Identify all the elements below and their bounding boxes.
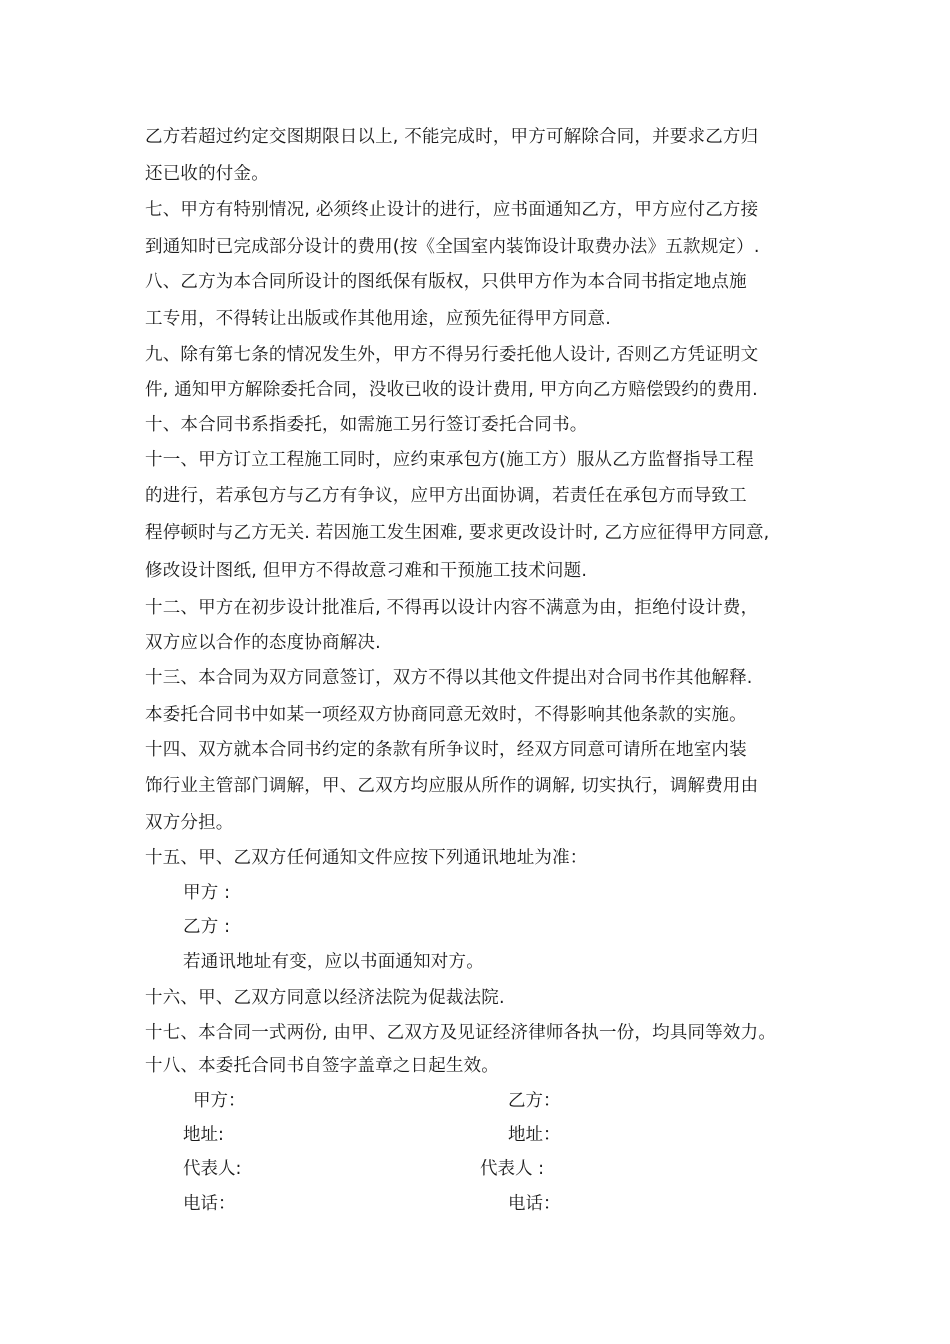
clause-8-line: 工专用，不得转让出版或作其他用途，应预先征得甲方同意. xyxy=(145,309,611,329)
notice-party-a: 甲方 : xyxy=(183,883,231,903)
clause-8-line: 八、乙方为本合同所设计的图纸保有版权，只供甲方作为本合同书指定地点施 xyxy=(145,272,747,292)
notice-party-b: 乙方 : xyxy=(183,917,231,937)
clause-11-line: 的进行，若承包方与乙方有争议，应甲方出面协调，若责任在承包方而导致工 xyxy=(145,486,747,506)
clause-13-line: 十三、本合同为双方同意签订，双方不得以其他文件提出对合同书作其他解释. xyxy=(145,668,753,688)
clause-9-line: 九、除有第七条的情况发生外，甲方不得另行委托他人设计, 否则乙方凭证明文 xyxy=(145,345,759,365)
clause-10-line: 十、本合同书系指委托，如需施工另行签订委托合同书。 xyxy=(145,415,588,435)
clause-line: 乙方若超过约定交图期限日以上, 不能完成时，甲方可解除合同，并要求乙方归 xyxy=(145,127,759,147)
sig-address-b-label: 地址： xyxy=(508,1125,561,1145)
clause-7-line: 到通知时已完成部分设计的费用(按《全国室内装饰设计取费办法》五款规定）. xyxy=(145,237,760,257)
clause-line: 还已收的付金。 xyxy=(145,164,269,184)
clause-14-line: 十四、双方就本合同书约定的条款有所争议时，经双方同意可请所在地室内装 xyxy=(145,740,747,760)
clause-14-line: 饰行业主管部门调解，甲、乙双方均应服从所作的调解, 切实执行，调解费用由 xyxy=(145,776,759,796)
sig-address-a-label: 地址: xyxy=(183,1125,224,1145)
clause-13-line: 本委托合同书中如某一项经双方协商同意无效时，不得影响其他条款的实施。 xyxy=(145,705,747,725)
clause-17-line: 十七、本合同一式两份, 由甲、乙双方及见证经济律师各执一份，均具同等效力。 xyxy=(145,1023,777,1043)
sig-representative-a-label: 代表人: xyxy=(183,1159,242,1179)
sig-phone-b-label: 电话： xyxy=(508,1194,561,1214)
notice-change: 若通讯地址有变，应以书面通知对方。 xyxy=(183,952,484,972)
sig-party-b-label: 乙方： xyxy=(508,1091,561,1111)
clause-9-line: 件, 通知甲方解除委托合同，没收已收的设计费用, 甲方向乙方赔偿毁约的费用. xyxy=(145,380,758,400)
clause-7-line: 七、甲方有特别情况, 必须终止设计的进行，应书面通知乙方，甲方应付乙方接 xyxy=(145,200,759,220)
clause-12-line: 十二、甲方在初步设计批准后, 不得再以设计内容不满意为由，拒绝付设计费， xyxy=(145,598,759,618)
sig-representative-b-label: 代表人 : xyxy=(480,1159,544,1179)
clause-14-line: 双方分担。 xyxy=(145,813,234,833)
clause-18-line: 十八、本委托合同书自签字盖章之日起生效。 xyxy=(145,1056,499,1076)
clause-16-line: 十六、甲、乙双方同意以经济法院为促裁法院. xyxy=(145,988,505,1008)
sig-phone-a-label: 电话： xyxy=(183,1194,236,1214)
clause-11-line: 程停顿时与乙方无关. 若因施工发生困难, 要求更改设计时, 乙方应征得甲方同意, xyxy=(145,523,770,543)
clause-11-line: 修改设计图纸, 但甲方不得故意刁难和干预施工技术问题. xyxy=(145,561,588,581)
sig-party-a-label: 甲方： xyxy=(193,1091,246,1111)
clause-11-line: 十一、甲方订立工程施工同时，应约束承包方(施工方）服从乙方监督指导工程 xyxy=(145,450,754,470)
clause-15-line: 十五、甲、乙双方任何通知文件应按下列通讯地址为准： xyxy=(145,848,588,868)
clause-12-line: 双方应以合作的态度协商解决. xyxy=(145,633,381,653)
